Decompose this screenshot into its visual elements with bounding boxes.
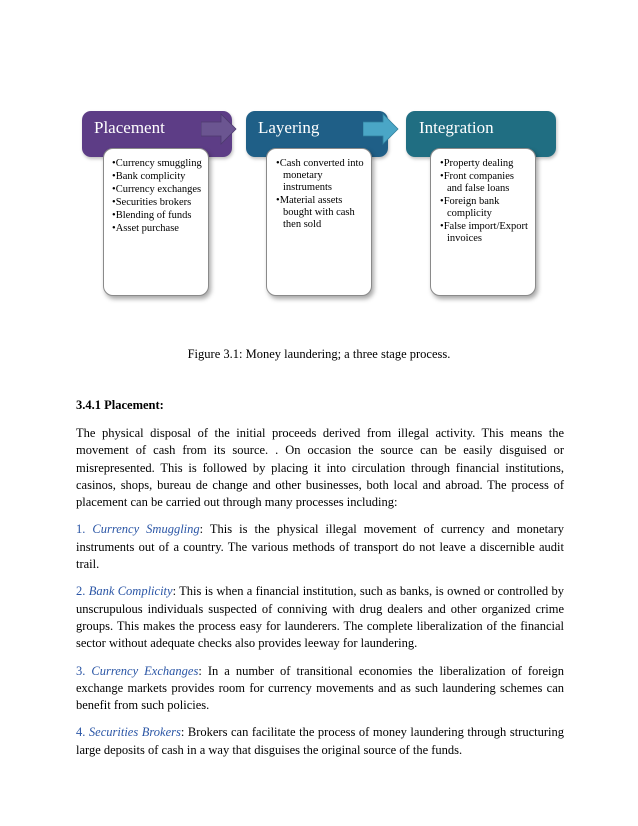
list-item: • Property dealing [440, 158, 531, 170]
stage-title-placement: Placement [94, 118, 165, 137]
point-term: Currency Smuggling [92, 522, 200, 537]
point-term: Currency Exchanges [91, 663, 199, 678]
section-heading: 3.4.1 Placement: [76, 398, 164, 412]
point-number: 1. [76, 522, 86, 537]
figure-caption: Figure 3.1: Money laundering; a three stage process. [187, 347, 451, 361]
point-text: : Brokers can facilitate the process of money laundering through structuring large deposits of cash in a way that disguises the original source of the funds. [76, 725, 565, 757]
stage-title-layering: Layering [258, 118, 320, 137]
list-item: • Material assets bought with cash then sold [276, 195, 367, 231]
list-item: • False import/Export invoices [440, 221, 531, 245]
arrow-right-icon [363, 113, 399, 145]
point-term: Bank Complicity [88, 584, 173, 599]
list-item: • Currency smuggling [112, 158, 204, 170]
list-item: • Securities brokers [112, 197, 204, 209]
list-item: • Asset purchase [112, 223, 204, 235]
point-text: : In a number of transitional economies the liberalization of foreign exchange markets provides room for currency movements and as such laundering schemes can benefit from such policies. [76, 663, 564, 713]
list-item: • Foreign bank complicity [440, 196, 531, 220]
point-paragraph [76, 724, 564, 759]
three-stage-diagram [0, 0, 638, 330]
intro-paragraph: The physical disposal of the initial proceeds derived from illegal activity. This means the movement of cash from its source. . On occasion the source can be easily disguised or misrepresented. This is followed by placing it into circulation through financial institutions, casinos, shops, bureau de change and other businesses, both local and abroad. The process of placement can be carried out through many processes including: [76, 426, 564, 510]
point-paragraph [76, 521, 564, 573]
list-item: • Bank complicity [112, 171, 204, 183]
arrow-right-icon [201, 113, 237, 145]
list-item: • Blending of funds [112, 210, 204, 222]
point-number: 4. [76, 725, 86, 740]
stage-title-integration: Integration [419, 118, 494, 137]
stage-box-integration [430, 148, 536, 296]
stage-box-placement [103, 148, 209, 296]
placement-list [112, 158, 204, 235]
layering-list [276, 158, 367, 231]
section-content [76, 397, 564, 769]
point-paragraph [76, 663, 564, 715]
point-number: 3. [76, 663, 86, 678]
point-text: : This is when a financial institution, such as banks, is owned or controlled by unscrupulous individuals suspected of conniving with drug dealers and other organized crime groups. This makes the process easy for launderers. The complete liberalization of the financial sector without adequate checks also provides leeway for laundering. [76, 584, 564, 651]
list-item: • Front companies and false loans [440, 171, 531, 195]
point-text: : This is the physical illegal movement of currency and monetary instruments out of a country. The various methods of transport do not leave a discernible audit trail. [76, 522, 564, 572]
list-item: • Currency exchanges [112, 184, 204, 196]
list-item: • Cash converted into monetary instruments [276, 158, 367, 194]
point-number: 2. [76, 584, 86, 599]
point-paragraph [76, 583, 564, 652]
point-term: Securities Brokers [88, 725, 181, 740]
stage-box-layering [266, 148, 372, 296]
integration-list [440, 158, 531, 245]
